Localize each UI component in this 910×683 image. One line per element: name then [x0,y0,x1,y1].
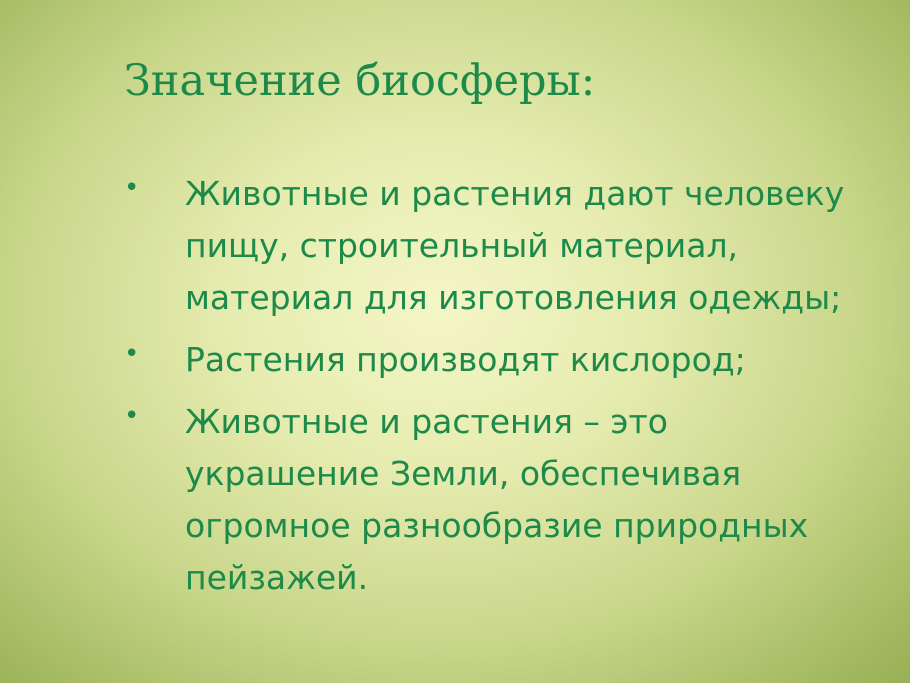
bullet-text: Животные и растения дают человеку пищу, строительный материал, материал для изготовления одежды; [185,174,845,317]
bullet-list [124,168,864,614]
slide-title: Значение биосферы: [124,56,596,106]
bullet-text: Растения производят кислород; [185,340,746,379]
bullet-item [124,334,864,386]
bullet-icon: • [124,339,140,369]
bullet-item [124,396,864,604]
bullet-text: Животные и растения – это украшение Земли, обеспечивая огромное разнообразие природных пейзажей. [185,402,809,597]
bullet-icon: • [124,401,140,431]
bullet-item [124,168,864,324]
bullet-icon: • [124,173,140,203]
